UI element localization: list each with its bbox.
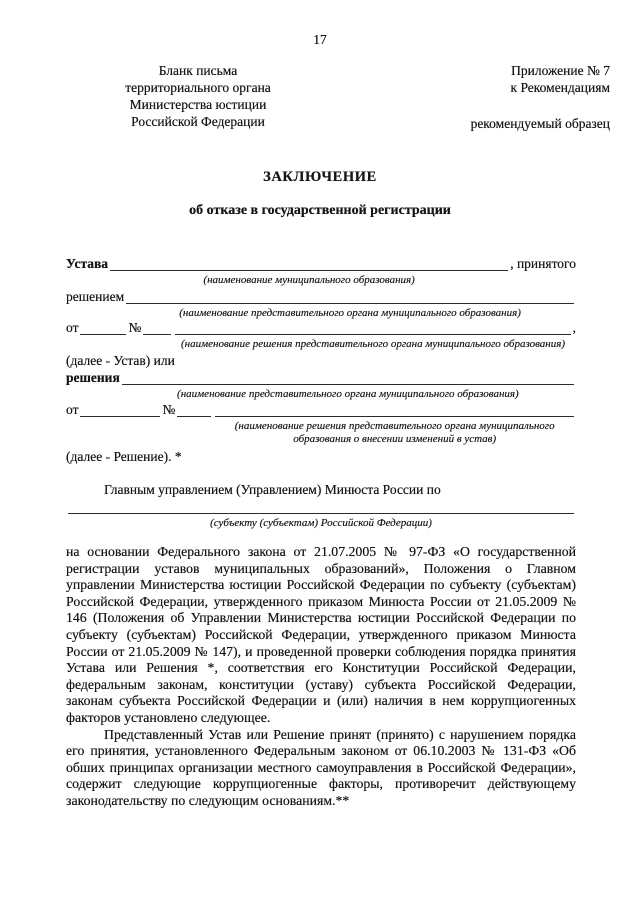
field-suffix: , bbox=[572, 320, 576, 335]
document-content bbox=[66, 255, 576, 810]
document-title: ЗАКЛЮЧЕНИЕ bbox=[263, 169, 377, 185]
appendix-line: Приложение № 7 bbox=[511, 63, 610, 78]
blank-field-date bbox=[80, 334, 126, 335]
form-section bbox=[66, 255, 576, 529]
field-caption: (субъекту (субъектам) Российской Федерации) bbox=[210, 517, 432, 529]
sample-label: рекомендуемый образец bbox=[470, 116, 610, 131]
form-row-dalee-reshenie bbox=[66, 448, 576, 465]
form-row-resheniem bbox=[66, 288, 576, 319]
blank-field-subject bbox=[68, 513, 574, 529]
appendix-line: к Рекомендациям bbox=[510, 80, 610, 95]
field-caption: (наименование решения представительного органа муниципального образования о внесении изменений в устав) bbox=[234, 420, 555, 445]
field-label: Устава bbox=[66, 256, 109, 271]
form-row-date-number-1 bbox=[66, 319, 576, 350]
field-label: от bbox=[66, 402, 79, 417]
static-text: Главным управлением (Управлением) Минюста России по bbox=[104, 482, 441, 497]
page-number: 17 bbox=[313, 32, 327, 47]
field-caption: (наименование муниципального образования) bbox=[203, 274, 415, 286]
field-label: № bbox=[162, 402, 176, 417]
field-caption: (наименование решения представительного органа муниципального образования) bbox=[180, 338, 566, 350]
form-row-dalee-ustav bbox=[66, 352, 576, 369]
blank-field-rep-body bbox=[126, 303, 574, 319]
field-label: № bbox=[128, 320, 142, 335]
field-caption: (наименование представительного органа муниципального образования) bbox=[179, 307, 521, 319]
letterhead-line: территориального органа bbox=[125, 80, 271, 95]
letterhead-line: Министерства юстиции bbox=[129, 97, 267, 112]
form-row-date-number-2 bbox=[66, 401, 576, 445]
blank-field-decision-name bbox=[175, 334, 570, 350]
blank-field-amendment-decision bbox=[215, 416, 574, 445]
document-subtitle: об отказе в государственной регистрации bbox=[189, 203, 451, 218]
form-row-ustava bbox=[66, 255, 576, 286]
letterhead-line: Бланк письма bbox=[158, 63, 238, 78]
letterhead-line: Российской Федерации bbox=[131, 114, 265, 129]
paragraph-legal-basis: на основании Федерального закона от 21.07.2005 № 97-ФЗ «О государственной регистрации уставов муниципальных образований», Положения о Главном управлении Министерства юстиции Российской Федерации по субъекту (субъектам) Российской Федерации, утвержденного приказом Минюста России от 21.05.2009 № 146 (Положения об Управлении Министерства юстиции Российской Федерации по субъекту (субъектам) Российской Федерации, утвержденного приказом Минюста России от 21.05.2009 № 147), и проведенной проверки соблюдения порядка принятия Устава или Решения *, соответствия его Конституции Российской Федерации, федеральным законам, конституции (уставу) субъекта Российской Федерации, законам субъекта Российской Федерации и (или) наличия в нем коррупциогенных факторов установлено следующее. bbox=[66, 544, 576, 725]
field-label: от bbox=[66, 320, 79, 335]
field-caption: (наименование представительного органа муниципального образования) bbox=[177, 388, 519, 400]
form-row-subject bbox=[66, 510, 576, 529]
blank-field-number bbox=[143, 334, 171, 335]
appendix-block bbox=[314, 62, 610, 132]
blank-field-municipality bbox=[110, 270, 508, 286]
field-suffix: , принятого bbox=[510, 256, 576, 271]
document-header bbox=[82, 62, 610, 132]
blank-field-date-2 bbox=[80, 416, 160, 417]
static-text: (далее - Решение). * bbox=[66, 449, 182, 464]
paragraph-violation: Представленный Устав или Решение принят (принято) с нарушением порядка его принятия, установленного Федеральным законом от 06.10.2003 № 131-ФЗ «Об обших принципах организации местного самоуправления в Российской Федерации», содержит следующие коррупциогенные факторы, противоречит действующему законодательству по следующим основаниям.** bbox=[66, 726, 576, 808]
form-row-glavnym bbox=[66, 481, 576, 498]
field-label: решения bbox=[66, 370, 120, 385]
static-text: (далее - Устав) или bbox=[66, 353, 175, 368]
letterhead-block bbox=[82, 62, 314, 132]
form-row-resheniya bbox=[66, 369, 576, 400]
blank-field-number-2 bbox=[177, 416, 211, 417]
field-label: решением bbox=[66, 289, 125, 304]
blank-field-rep-body-2 bbox=[122, 384, 574, 400]
body-text bbox=[66, 544, 576, 810]
